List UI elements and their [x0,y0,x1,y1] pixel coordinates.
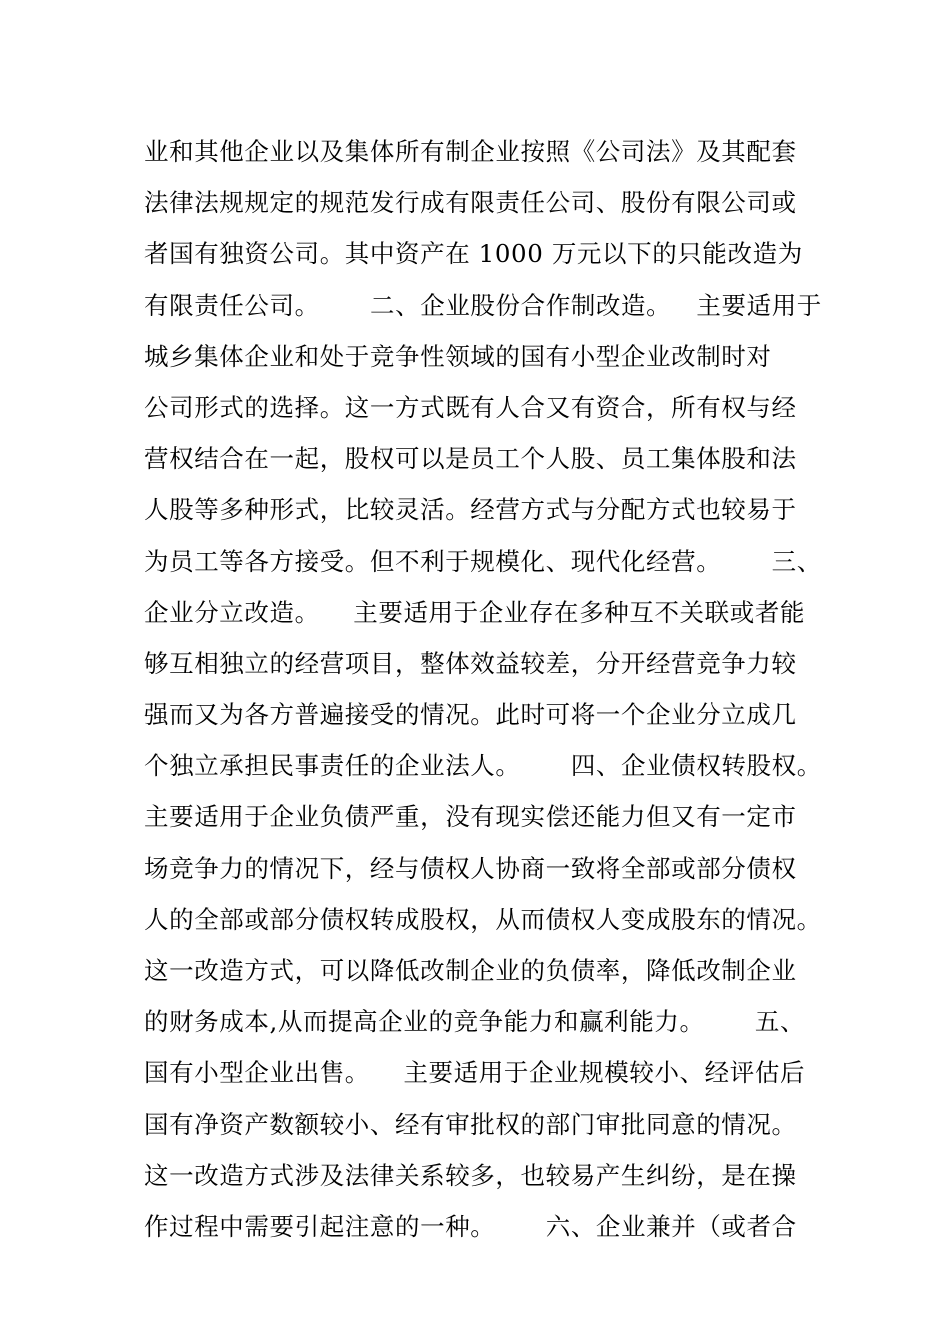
text-line-19: 国有小型企业出售。 主要适用于企业规模较小、经评估后 [144,1058,806,1088]
text-line-3: 者国有独资公司。其中资产在 1000 万元以下的只能改造为 [144,239,803,269]
text-line-9: 为员工等各方接受。但不利于规模化、现代化经营。 三、 [144,546,822,576]
text-line-7: 营权结合在一起，股权可以是员工个人股、员工集体股和法 [144,444,797,474]
text-line-8: 人股等多种形式，比较灵活。经营方式与分配方式也较易于 [144,495,797,525]
text-line-22: 作过程中需要引起注意的一种。 六、企业兼并（或者合 [144,1211,797,1241]
text-line-13: 个独立承担民事责任的企业法人。 四、企业债权转股权。 [144,751,822,781]
text-line-15: 场竞争力的情况下，经与债权人协商一致将全部或部分债权 [144,853,797,883]
text-line-17: 这一改造方式，可以降低改制企业的负债率，降低改制企业 [144,956,797,985]
text-line-21: 这一改造方式涉及法律关系较多，也较易产生纠纷，是在操 [144,1160,797,1190]
text-line-16: 人的全部或部分债权转成股权，从而债权人变成股东的情况。 [144,904,822,934]
text-line-20: 国有净资产数额较小、经有审批权的部门审批同意的情况。 [144,1109,797,1139]
text-line-4: 有限责任公司。 二、企业股份合作制改造。 主要适用于 [144,290,822,320]
text-line-2: 法律法规规定的规范发行成有限责任公司、股份有限公司或 [144,188,797,218]
text-line-11: 够互相独立的经营项目，整体效益较差，分开经营竞争力较 [144,648,797,678]
text-line-6: 公司形式的选择。这一方式既有人合又有资合，所有权与经 [144,392,797,422]
text-line-1: 业和其他企业以及集体所有制企业按照《公司法》及其配套 [144,137,797,166]
body-text [144,126,834,1252]
text-line-5: 城乡集体企业和处于竞争性领域的国有小型企业改制时对 [144,341,772,371]
text-line-10: 企业分立改造。 主要适用于企业存在多种互不关联或者能 [144,597,806,627]
text-line-12: 强而又为各方普遍接受的情况。此时可将一个企业分立成几 [144,700,797,730]
text-line-14: 主要适用于企业负债严重，没有现实偿还能力但又有一定市 [144,802,797,832]
text-line-18: 的财务成本,从而提高企业的竞争能力和赢利能力。 五、 [144,1007,806,1037]
